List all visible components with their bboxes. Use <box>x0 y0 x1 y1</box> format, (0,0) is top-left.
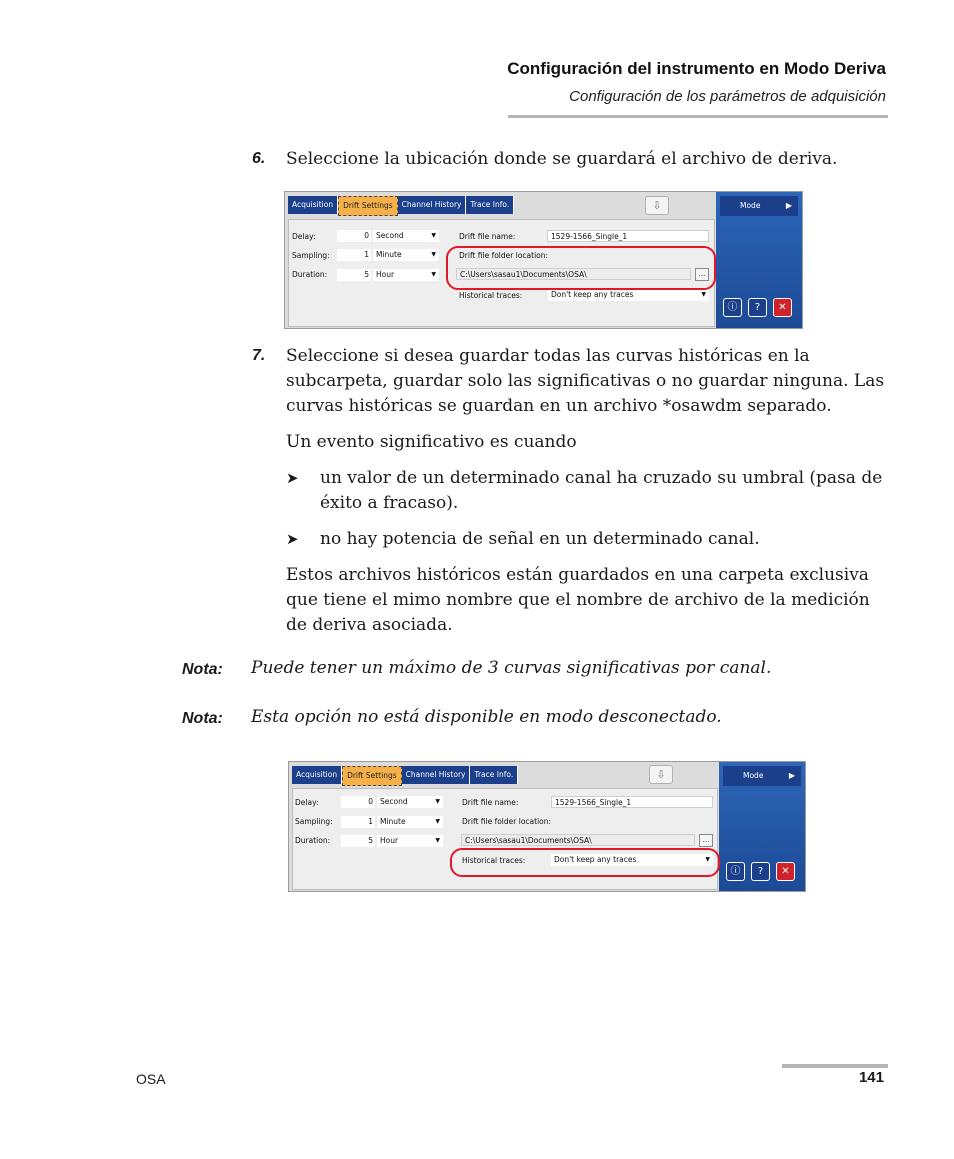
delay-label: Delay: <box>295 798 319 807</box>
duration-input[interactable]: 5 <box>337 269 371 281</box>
historical-traces-label: Historical traces: <box>459 291 523 300</box>
sampling-unit-value: Minute <box>380 817 406 826</box>
note-1-text: Puede tener un máximo de 3 curvas significativas por canal. <box>251 658 772 678</box>
note-2-text: Esta opción no está disponible en modo desconectado. <box>251 707 722 727</box>
info-icon[interactable]: ⓘ <box>723 298 742 317</box>
bullet-arrow-icon: ➤ <box>286 469 299 487</box>
tab-drift-settings[interactable]: Drift Settings <box>342 766 402 786</box>
delay-input[interactable]: 0 <box>341 796 375 808</box>
closing-line-2: que tiene el mimo nombre que el nombre de archivo de la medición <box>286 590 870 610</box>
tab-drift-settings[interactable]: Drift Settings <box>338 196 398 216</box>
event-intro: Un evento significativo es cuando <box>286 432 577 452</box>
drift-file-name-label: Drift file name: <box>459 232 516 241</box>
delay-input[interactable]: 0 <box>337 230 371 242</box>
tab-trace-info[interactable]: Trace Info. <box>466 196 514 214</box>
folder-location-label: Drift file folder location: <box>459 251 549 260</box>
footer-product: OSA <box>136 1071 166 1087</box>
delay-unit-value: Second <box>376 231 404 240</box>
chevron-down-icon: ▼ <box>705 856 710 863</box>
duration-unit-select[interactable] <box>377 835 443 847</box>
page-number: 141 <box>858 1069 884 1086</box>
mode-button[interactable] <box>723 766 801 786</box>
historical-traces-value: Don't keep any traces <box>554 855 637 864</box>
play-arrow-icon: ▶ <box>785 201 792 210</box>
step-number-7: 7. <box>252 347 266 364</box>
folder-location-field: C:\Users\sasau1\Documents\OSA\ <box>461 834 695 846</box>
tab-acquisition[interactable]: Acquisition <box>288 196 338 214</box>
delay-unit-value: Second <box>380 797 408 806</box>
highlight-folder-location <box>446 246 716 290</box>
help-icon[interactable]: ? <box>751 862 770 881</box>
footer-rule <box>782 1064 888 1068</box>
sampling-unit-select[interactable] <box>373 249 439 261</box>
note-2-label: Nota: <box>182 710 223 727</box>
duration-unit-value: Hour <box>380 836 399 845</box>
historical-traces-select[interactable] <box>548 289 709 301</box>
step-7-line-2: subcarpeta, guardar solo las significativas o no guardar ninguna. Las <box>286 371 885 391</box>
sampling-unit-value: Minute <box>376 250 402 259</box>
sampling-input[interactable]: 1 <box>337 249 371 261</box>
download-arrow-icon[interactable]: ⇩ <box>645 196 669 215</box>
header-rule <box>508 115 888 118</box>
chevron-down-icon: ▼ <box>431 271 436 278</box>
tab-trace-info[interactable]: Trace Info. <box>470 766 518 784</box>
play-arrow-icon: ▶ <box>788 771 795 780</box>
step-7-line-3: curvas históricas se guardan en un archivo *osawdm separado. <box>286 396 832 416</box>
drift-file-name-label: Drift file name: <box>462 798 519 807</box>
step-number-6: 6. <box>252 150 266 167</box>
help-icon[interactable]: ? <box>748 298 767 317</box>
closing-line-3: de deriva asociada. <box>286 615 453 635</box>
bullet-2-line-1: no hay potencia de señal en un determinado canal. <box>320 529 760 549</box>
step-6-text: Seleccione la ubicación donde se guardará el archivo de deriva. <box>286 149 838 169</box>
drift-file-name-input[interactable]: 1529-1566_Single_1 <box>551 796 713 808</box>
duration-input[interactable]: 5 <box>341 835 375 847</box>
tab-acquisition[interactable]: Acquisition <box>292 766 342 784</box>
duration-unit-value: Hour <box>376 270 395 279</box>
bullet-arrow-icon: ➤ <box>286 530 299 548</box>
bullet-1-line-1: un valor de un determinado canal ha cruzado su umbral (pasa de <box>320 468 883 488</box>
delay-unit-select[interactable] <box>373 230 439 242</box>
step-7-line-1: Seleccione si desea guardar todas las curvas históricas en la <box>286 346 810 366</box>
folder-location-field: C:\Users\sasau1\Documents\OSA\ <box>456 268 691 280</box>
tab-strip <box>292 766 518 784</box>
note-1-label: Nota: <box>182 661 223 678</box>
tab-strip <box>288 196 514 214</box>
duration-label: Duration: <box>292 270 328 279</box>
chevron-down-icon: ▼ <box>701 291 706 298</box>
duration-label: Duration: <box>295 836 331 845</box>
side-panel <box>719 762 805 891</box>
tab-channel-history[interactable]: Channel History <box>398 196 467 214</box>
folder-location-label: Drift file folder location: <box>462 817 552 826</box>
tab-channel-history[interactable]: Channel History <box>402 766 471 784</box>
chevron-down-icon: ▼ <box>435 798 440 805</box>
browse-folder-button[interactable]: ... <box>699 834 713 847</box>
side-panel <box>716 192 802 328</box>
close-icon[interactable]: ✕ <box>773 298 792 317</box>
download-arrow-icon[interactable]: ⇩ <box>649 765 673 784</box>
info-icon[interactable]: ⓘ <box>726 862 745 881</box>
highlight-historical-traces <box>450 848 720 877</box>
duration-unit-select[interactable] <box>373 269 439 281</box>
sampling-label: Sampling: <box>292 251 330 260</box>
browse-folder-button[interactable]: ... <box>695 268 709 281</box>
historical-traces-label: Historical traces: <box>462 856 526 865</box>
delay-label: Delay: <box>292 232 316 241</box>
mode-label: Mode <box>743 771 764 780</box>
sampling-input[interactable]: 1 <box>341 816 375 828</box>
sampling-unit-select[interactable] <box>377 816 443 828</box>
drift-file-name-input[interactable]: 1529-1566_Single_1 <box>547 230 709 242</box>
bullet-1-line-2: éxito a fracaso). <box>320 493 459 513</box>
historical-traces-value: Don't keep any traces <box>551 290 634 299</box>
chevron-down-icon: ▼ <box>435 818 440 825</box>
mode-label: Mode <box>740 201 761 210</box>
chevron-down-icon: ▼ <box>431 251 436 258</box>
close-icon[interactable]: ✕ <box>776 862 795 881</box>
sampling-label: Sampling: <box>295 817 333 826</box>
chapter-title: Configuración del instrumento en Modo Deriva <box>507 59 886 78</box>
delay-unit-select[interactable] <box>377 796 443 808</box>
section-subtitle: Configuración de los parámetros de adquisición <box>569 88 886 105</box>
chevron-down-icon: ▼ <box>435 837 440 844</box>
closing-line-1: Estos archivos históricos están guardados en una carpeta exclusiva <box>286 565 869 585</box>
mode-button[interactable] <box>720 196 798 216</box>
chevron-down-icon: ▼ <box>431 232 436 239</box>
